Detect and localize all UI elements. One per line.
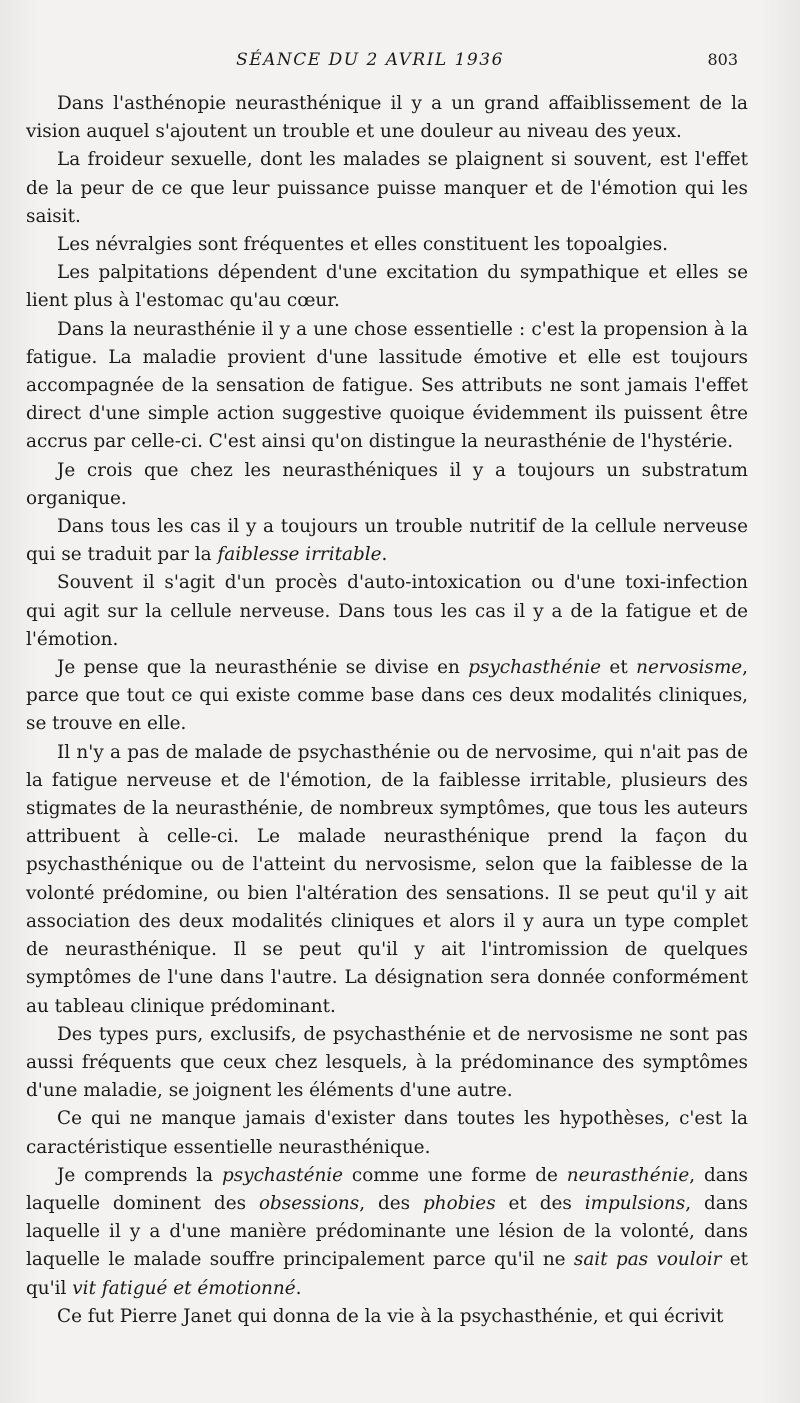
page-header [0, 50, 800, 74]
text-run: Des types purs, exclusifs, de psychasthénie et de nervosisme ne sont pas aussi fréquents que ceux chez lesquels, à la prédominance des symptômes d'une maladie, se joignent les éléments d'une autre. [26, 1023, 748, 1102]
italic-text: psychasthénie [468, 657, 602, 679]
text-run: Je comprends la [57, 1164, 223, 1186]
text-run: Les palpitations dépendent d'une excitation du sympathique et elles se lient plus à l'estomac qu'au cœur. [26, 262, 748, 312]
paragraph [26, 259, 748, 315]
text-run: Il n'y a pas de malade de psychasthénie ou de nervosime, qui n'ait pas de la fatigue nerveuse et de l'émotion, de la faiblesse irritable, plusieurs des stigmates de la neurasthénie, de nombreux symptômes, que tous les auteurs attribuent à celle-ci. Le malade neurasthénique prend la façon du psychasthénique ou de l'atteint du nervosisme, selon que la faiblesse de la volonté prédomine, ou bien l'altération des sensations. Il se peut qu'il y ait association des deux modalités cliniques et alors il y aura un type complet de neurasthénique. Il se peut qu'il y ait l'intromission de quelques symptômes de l'une dans l'autre. La désignation sera donnée conformément au tableau clinique prédominant. [26, 741, 748, 1017]
paragraph [26, 1303, 748, 1331]
italic-text: impulsions [584, 1192, 686, 1214]
italic-text: psychasténie [222, 1164, 344, 1186]
text-run: Je pense que la neurasthénie se divise en [57, 657, 469, 679]
paragraph [26, 457, 748, 513]
paragraph [26, 231, 748, 259]
italic-text: obsessions [258, 1192, 360, 1214]
paragraph [26, 1105, 748, 1161]
italic-text: nervosisme [636, 657, 743, 679]
text-run: Ce qui ne manque jamais d'exister dans toutes les hypothèses, c'est la caractéristique essentielle neurasthénique. [26, 1108, 748, 1158]
page-number: 803 [707, 50, 738, 69]
text-run: Ce fut Pierre Janet qui donna de la vie à la psychasthénie, et qui écrivit [57, 1305, 724, 1327]
text-run: Dans l'asthénopie neurasthénique il y a un grand affaiblissement de la vision auquel s'ajoutent un trouble et une douleur au niveau des yeux. [26, 93, 748, 143]
text-run: , des [359, 1192, 423, 1214]
paragraph [26, 654, 748, 739]
italic-text: faiblesse irritable [217, 544, 382, 566]
paragraph [26, 1162, 748, 1303]
text-run: . [295, 1277, 302, 1299]
text-run: La froideur sexuelle, dont les malades se plaignent si souvent, est l'effet de la peur de ce que leur puissance puisse manquer et de l'émotion qui les saisit. [26, 149, 748, 227]
text-run: Souvent il s'agit d'un procès d'auto-intoxication ou d'une toxi-infection qui agit sur la cellule nerveuse. Dans tous les cas il y a de la fatigue et de l'émotion. [26, 572, 748, 650]
paragraph [26, 146, 748, 231]
paragraph [26, 569, 748, 654]
text-run: , dans laquelle il y a d'une manière prédominante une lésion de la volonté, dans laquelle le malade souffre principalement parce qu'il ne [26, 1192, 748, 1271]
text-run: comme une forme de [343, 1164, 567, 1186]
body-text [26, 90, 748, 1331]
text-run: Les névralgies sont fréquentes et elles constituent les topoalgies. [57, 234, 669, 256]
text-run: Dans tous les cas il y a toujours un trouble nutritif de la cellule nerveuse qui se traduit par la [26, 516, 748, 566]
text-run: . [381, 544, 388, 566]
paragraph [26, 1021, 748, 1106]
paragraph [26, 739, 748, 1021]
text-run: et [601, 657, 637, 679]
text-run: Je crois que chez les neurasthéniques il y a toujours un substratum organique. [26, 459, 748, 509]
text-run: Dans la neurasthénie il y a une chose essentielle : c'est la propension à la fatigue. La maladie provient d'une lassitude émotive et elle est toujours accompagnée de la sensation de fatigue. Ses attributs ne sont jamais l'effet direct d'une simple action suggestive quoique évidemment ils puissent être accrus par celle-ci. C'est ainsi qu'on distingue la neurasthénie de l'hystérie. [26, 318, 748, 453]
text-run: , dans laquelle dominent des [26, 1164, 748, 1214]
italic-text: vit fatigué et émotionné [72, 1277, 296, 1299]
paragraph [26, 90, 748, 146]
italic-text: phobies [422, 1192, 496, 1214]
italic-text: neurasthénie [566, 1164, 690, 1186]
text-run: et qu'il [26, 1249, 748, 1299]
running-head: SÉANCE DU 2 AVRIL 1936 [236, 50, 504, 70]
text-run: et des [495, 1192, 585, 1214]
paragraph [26, 513, 748, 569]
text-run: , parce que tout ce qui existe comme base dans ces deux modalités cliniques, se trouve en elle. [26, 657, 749, 735]
paragraph [26, 316, 748, 457]
italic-text: sait pas vouloir [573, 1249, 722, 1271]
